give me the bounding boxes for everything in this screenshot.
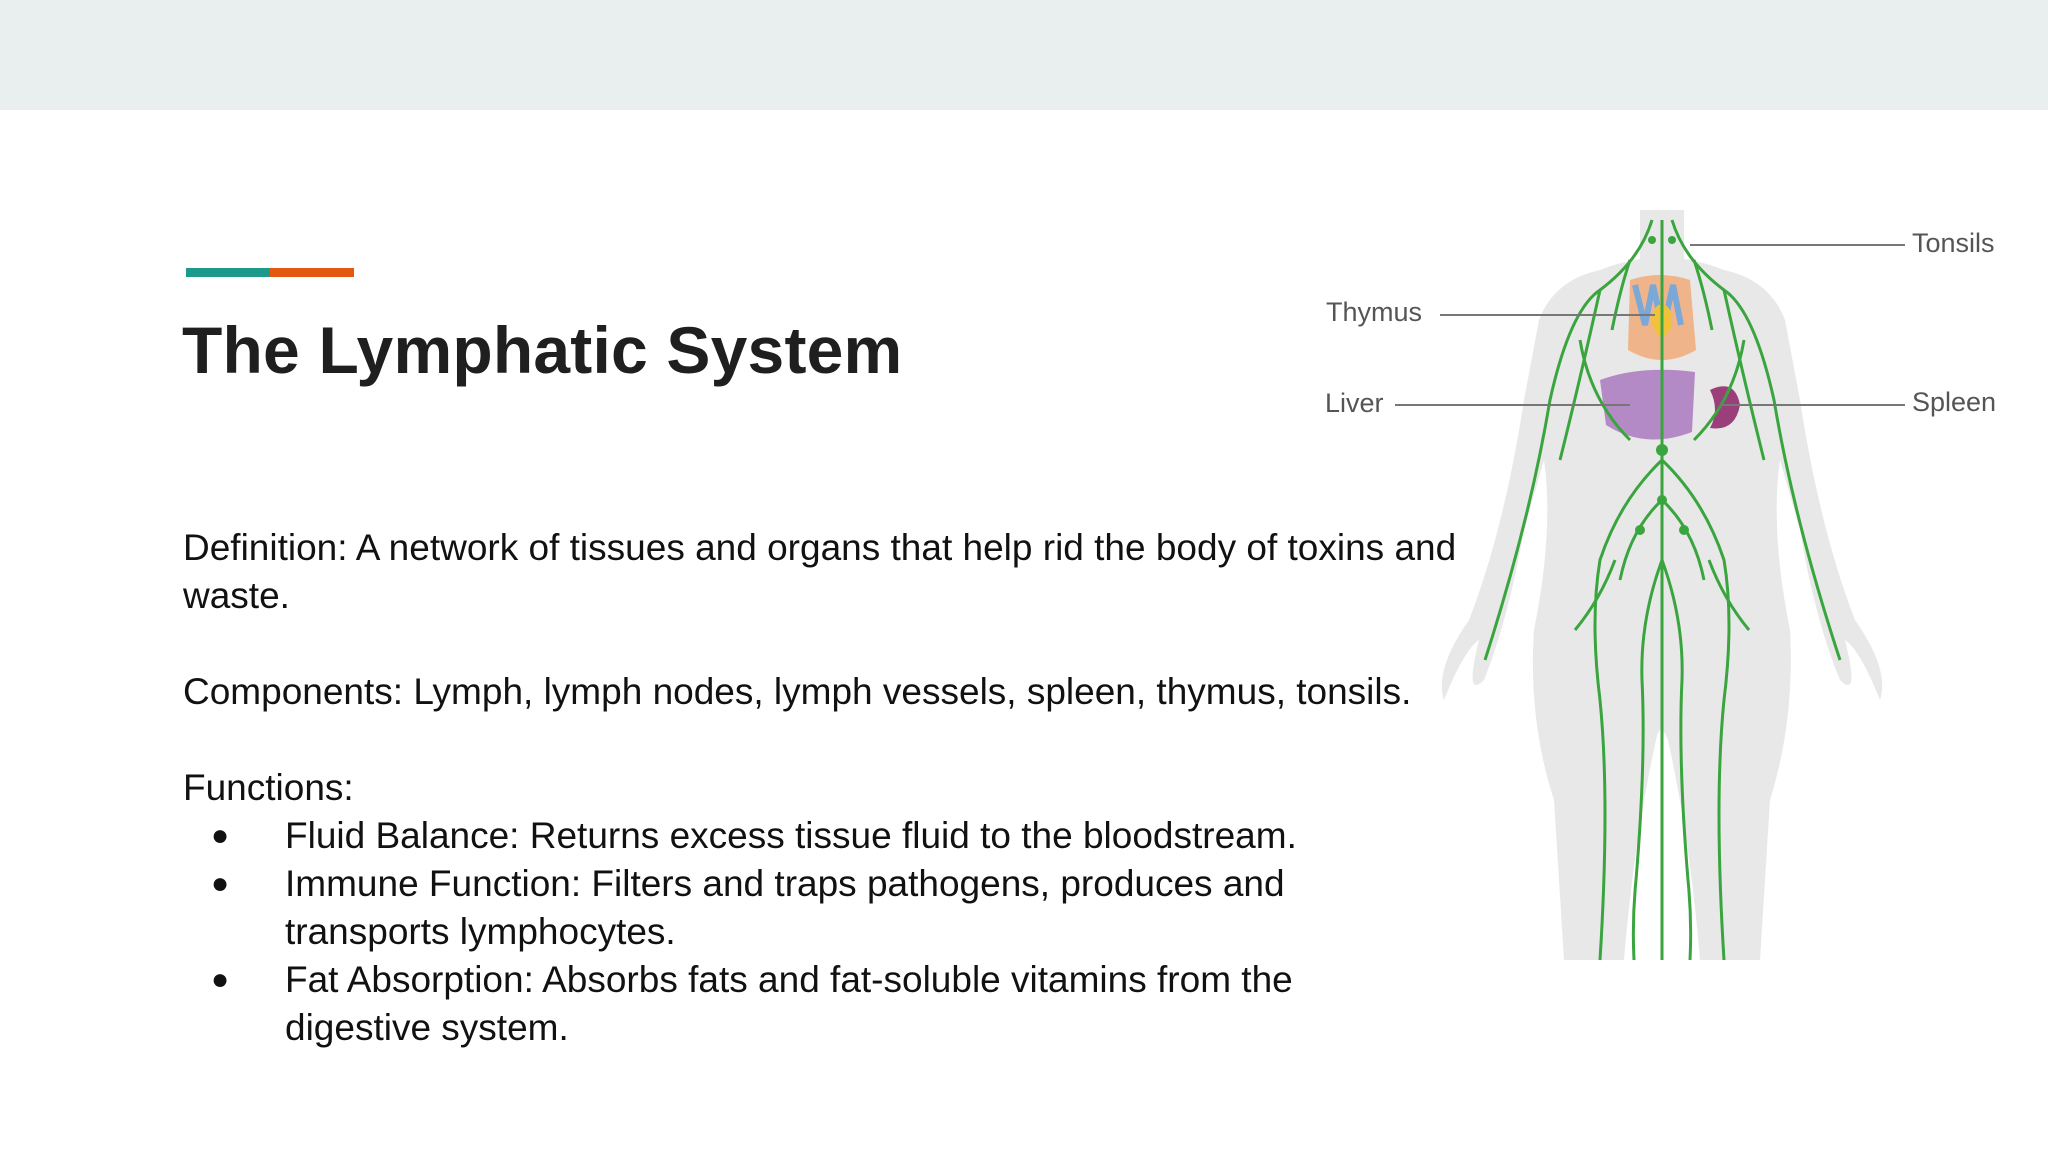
components-text: Components: Lymph, lymph nodes, lymph vessels, spleen, thymus, tonsils. [183,671,1412,712]
list-item [183,812,1425,860]
function-fat-absorption: Fat Absorption: Absorbs fats and fat-soluble vitamins from the digestive system. [285,959,1293,1048]
slide-body [183,524,1483,1052]
list-item [183,956,1425,1052]
label-liver: Liver [1325,388,1384,418]
title-accent-teal [186,268,270,277]
function-fluid-balance: Fluid Balance: Returns excess tissue fluid to the bloodstream. [285,815,1297,856]
bullet-icon: ● [211,819,230,852]
label-tonsils: Tonsils [1912,228,1995,258]
title-accent-orange [270,268,354,277]
label-spleen: Spleen [1912,387,1997,417]
functions-list [183,812,1483,1052]
label-thymus: Thymus [1326,297,1423,327]
bullet-icon: ● [211,867,230,900]
slide-title: The Lymphatic System [182,313,903,387]
slide-header-bar [0,0,2048,110]
lymphatic-system-diagram [1300,200,2020,980]
function-immune: Immune Function: Filters and traps pathogens, produces and transports lymphocytes. [285,863,1285,952]
definition-text: Definition: A network of tissues and organs that help rid the body of toxins and waste. [183,527,1457,616]
bullet-icon: ● [211,963,230,996]
functions-heading: Functions: [183,767,354,808]
list-item [183,860,1425,956]
